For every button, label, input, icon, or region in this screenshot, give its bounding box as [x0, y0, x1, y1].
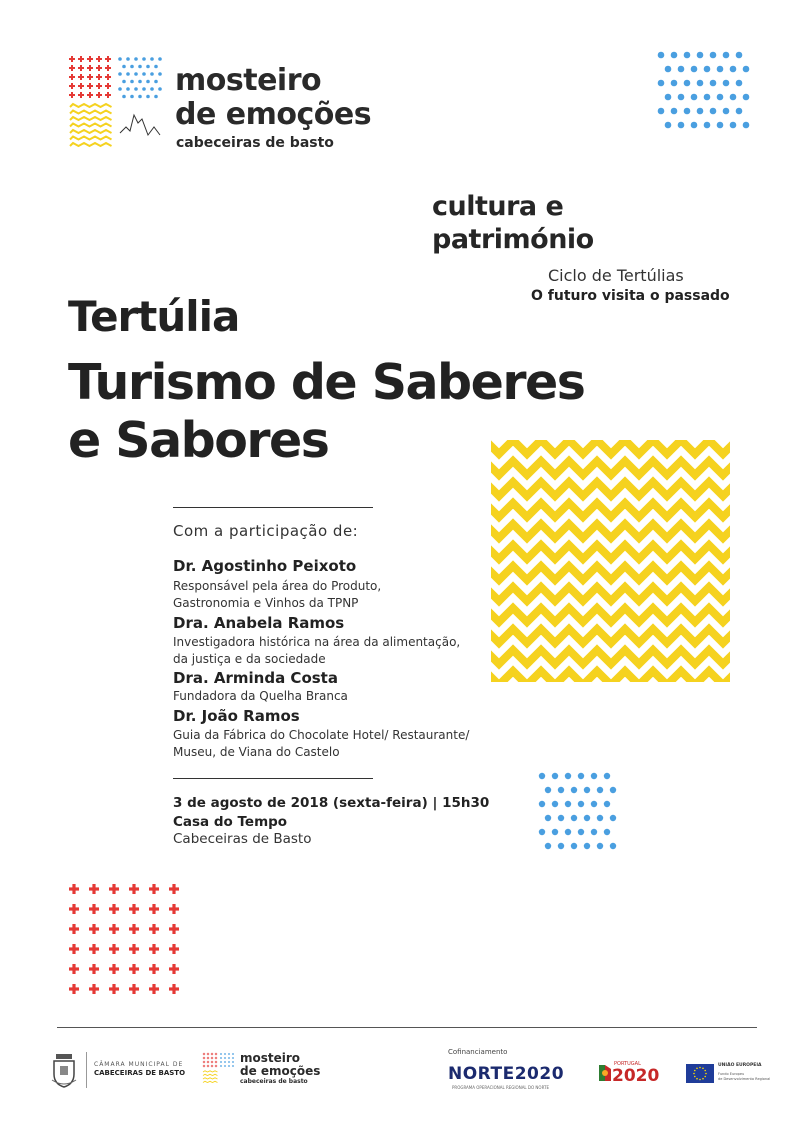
participant-desc: Guia da Fábrica do Chocolate Hotel/ Restaurante/ — [173, 728, 470, 742]
council-name-line2: CABECEIRAS DE BASTO — [94, 1069, 186, 1077]
participant-name: Dra. Anabela Ramos — [173, 614, 345, 632]
event-title-line2: e Sabores — [68, 412, 329, 469]
footer-brand-line1: mosteiro — [240, 1051, 301, 1065]
logo-subtitle: cabeceiras de basto — [176, 135, 334, 151]
blue-dots-pattern-middle — [537, 772, 617, 850]
portugal2020-label: PORTUGAL — [614, 1061, 641, 1067]
logo-red-pattern — [69, 56, 111, 98]
series-title-line2: património — [432, 224, 594, 255]
logo-title-line2: de emoções — [175, 97, 372, 132]
portugal-flag-icon — [597, 1063, 613, 1083]
norte2020-logo: NORTE2020 — [448, 1064, 565, 1084]
divider-bottom — [173, 778, 373, 779]
event-kind: Tertúlia — [68, 292, 240, 341]
footer-brand-line3: cabeceiras de basto — [240, 1078, 308, 1085]
footer-separator — [86, 1052, 87, 1088]
red-crosses-pattern — [68, 883, 180, 995]
logo-mark — [68, 55, 164, 151]
event-date: 3 de agosto de 2018 (sexta-feira) | 15h30 — [173, 795, 490, 811]
norte2020-subtitle: PROGRAMA OPERACIONAL REGIONAL DO NORTE — [452, 1085, 550, 1090]
logo-title-line1: mosteiro — [175, 63, 322, 98]
footer-brand-line2: de emoções — [240, 1064, 321, 1078]
participants-intro: Com a participação de: — [173, 522, 359, 540]
footer-divider — [57, 1027, 757, 1028]
divider-top — [173, 507, 373, 508]
series-title-line1: cultura e — [432, 191, 564, 222]
eu-fund-line2: de Desenvolvimento Regional — [718, 1077, 771, 1081]
event-title-line1: Turismo de Saberes — [68, 354, 585, 411]
participant-desc: Fundadora da Quelha Branca — [173, 689, 348, 703]
event-venue: Casa do Tempo — [173, 814, 288, 830]
blue-dots-pattern-top — [655, 50, 755, 130]
series-subtitle: O futuro visita o passado — [531, 288, 730, 304]
municipal-crest-icon — [50, 1054, 78, 1088]
participant-name: Dra. Arminda Costa — [173, 669, 338, 687]
participant-desc: Investigadora histórica na área da alimentação, — [173, 635, 461, 649]
logo-yellow-pattern — [70, 104, 112, 146]
eu-fund-line1: Fundo Europeu — [718, 1072, 745, 1076]
eu-label: UNIÃO EUROPEIA — [718, 1063, 762, 1068]
series-cycle: Ciclo de Tertúlias — [548, 266, 684, 285]
participant-name: Dr. João Ramos — [173, 707, 300, 725]
logo-blue-pattern — [118, 57, 162, 98]
footer-logo-mark — [202, 1052, 236, 1086]
eu-flag-icon — [686, 1064, 714, 1083]
portugal2020-logo: 2020 — [612, 1066, 660, 1086]
participant-desc: da justiça e da sociedade — [173, 652, 326, 666]
participant-desc: Gastronomia e Vinhos da TPNP — [173, 596, 359, 610]
participant-desc: Responsável pela área do Produto, — [173, 579, 382, 593]
council-name-line1: CÂMARA MUNICIPAL DE — [94, 1061, 184, 1068]
yellow-zigzag-pattern — [491, 440, 730, 682]
logo-monastery-outline — [120, 115, 160, 135]
event-city: Cabeceiras de Basto — [173, 831, 312, 847]
cofinancing-label: Cofinanciamento — [448, 1048, 508, 1056]
participant-name: Dr. Agostinho Peixoto — [173, 557, 357, 575]
participant-desc: Museu, de Viana do Castelo — [173, 745, 340, 759]
